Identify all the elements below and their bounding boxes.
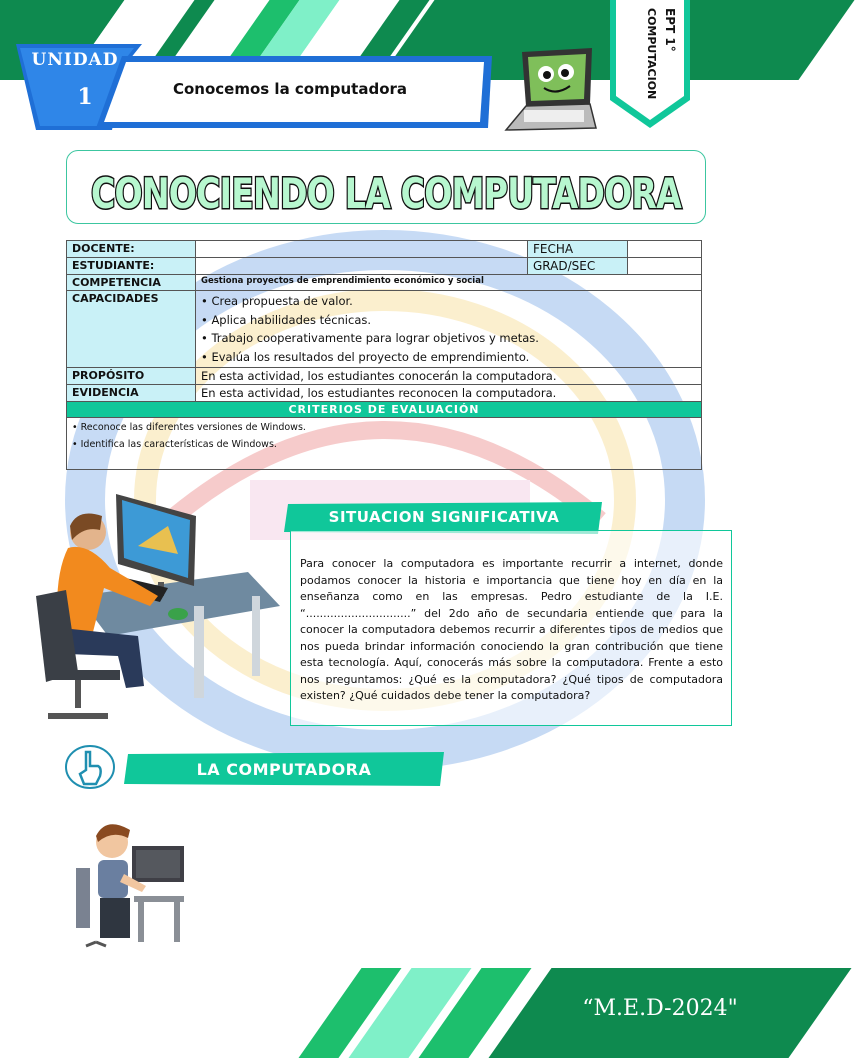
info-table [66,240,702,470]
criterios-list [67,418,702,470]
estudiante-label: ESTUDIANTE: [67,258,196,275]
estudiante-field[interactable] [196,258,528,275]
fecha-label: FECHA [528,241,628,258]
subject-code: EPT 1° [663,8,677,52]
unit-title: Conocemos la computadora [172,80,408,98]
proposito-label: PROPÓSITO [67,368,196,385]
situacion-text: Para conocer la computadora es importante recurrir a internet, donde podamos conocer la historia e importancia que tiene hoy en día en la enseñanza como en las empresas. Pedro estudiante de la I.E. “..............................” del 2do año de secundaria entiende que para la conocer la computadora debemos recurrir a diferentes tipos de medios que nos pueda brindar información conociendo la gran contribución que tiene esta tecnología. Aquí, conocerás más sobre la computadora. Frente a esto nos preguntamos: ¿Qué es la computadora? ¿Qué tipos de computadora existen? ¿Qué cuidados debe tener la computadora? [300,557,723,702]
list-item: • Evalúa los resultados del proyecto de emprendimiento. [201,349,530,364]
fecha-field[interactable] [628,241,702,258]
situacion-heading: SITUACION SIGNIFICATIVA [328,508,560,526]
subject-label [620,8,680,118]
list-item: • Reconoce las diferentes versiones de Windows. [72,422,306,433]
footer-label: “M.E.D-2024" [582,996,738,1021]
capacidades-label: CAPACIDADES [67,291,196,368]
list-item: • Crea propuesta de valor. [201,294,353,308]
capacidades-list [196,291,702,368]
unit-label: UNIDAD [31,50,119,70]
la-computadora-heading: LA COMPUTADORA [196,760,372,779]
subject-name: COMPUTACION [645,8,658,100]
docente-field[interactable] [196,241,528,258]
list-item: • Trabajo cooperativamente para lograr objetivos y metas. [201,331,539,345]
laptop-mascot [500,44,600,140]
competencia-label: COMPETENCIA [67,275,196,291]
evidencia-label: EVIDENCIA [67,385,196,402]
criterios-header: CRITERIOS DE EVALUACIÓN [67,402,702,418]
evidencia-value: En esta actividad, los estudiantes reconocen la computadora. [196,385,702,402]
student-at-desk-illustration [18,486,288,730]
competencia-value: Gestiona proyectos de emprendimiento económico y social [196,275,702,291]
main-title-text: CONOCIENDO LA COMPUTADORA [91,169,683,218]
pointing-hand-icon [64,744,116,790]
gradsec-label: GRAD/SEC [528,258,628,275]
boy-at-computer-illustration [76,812,190,946]
gradsec-field[interactable] [628,258,702,275]
list-item: • Identifica las características de Windows. [72,439,277,450]
main-title [66,150,706,224]
proposito-value: En esta actividad, los estudiantes conocerán la computadora. [196,368,702,385]
list-item: • Aplica habilidades técnicas. [201,312,372,327]
unit-number: 1 [77,84,93,110]
docente-label: DOCENTE: [67,241,196,258]
